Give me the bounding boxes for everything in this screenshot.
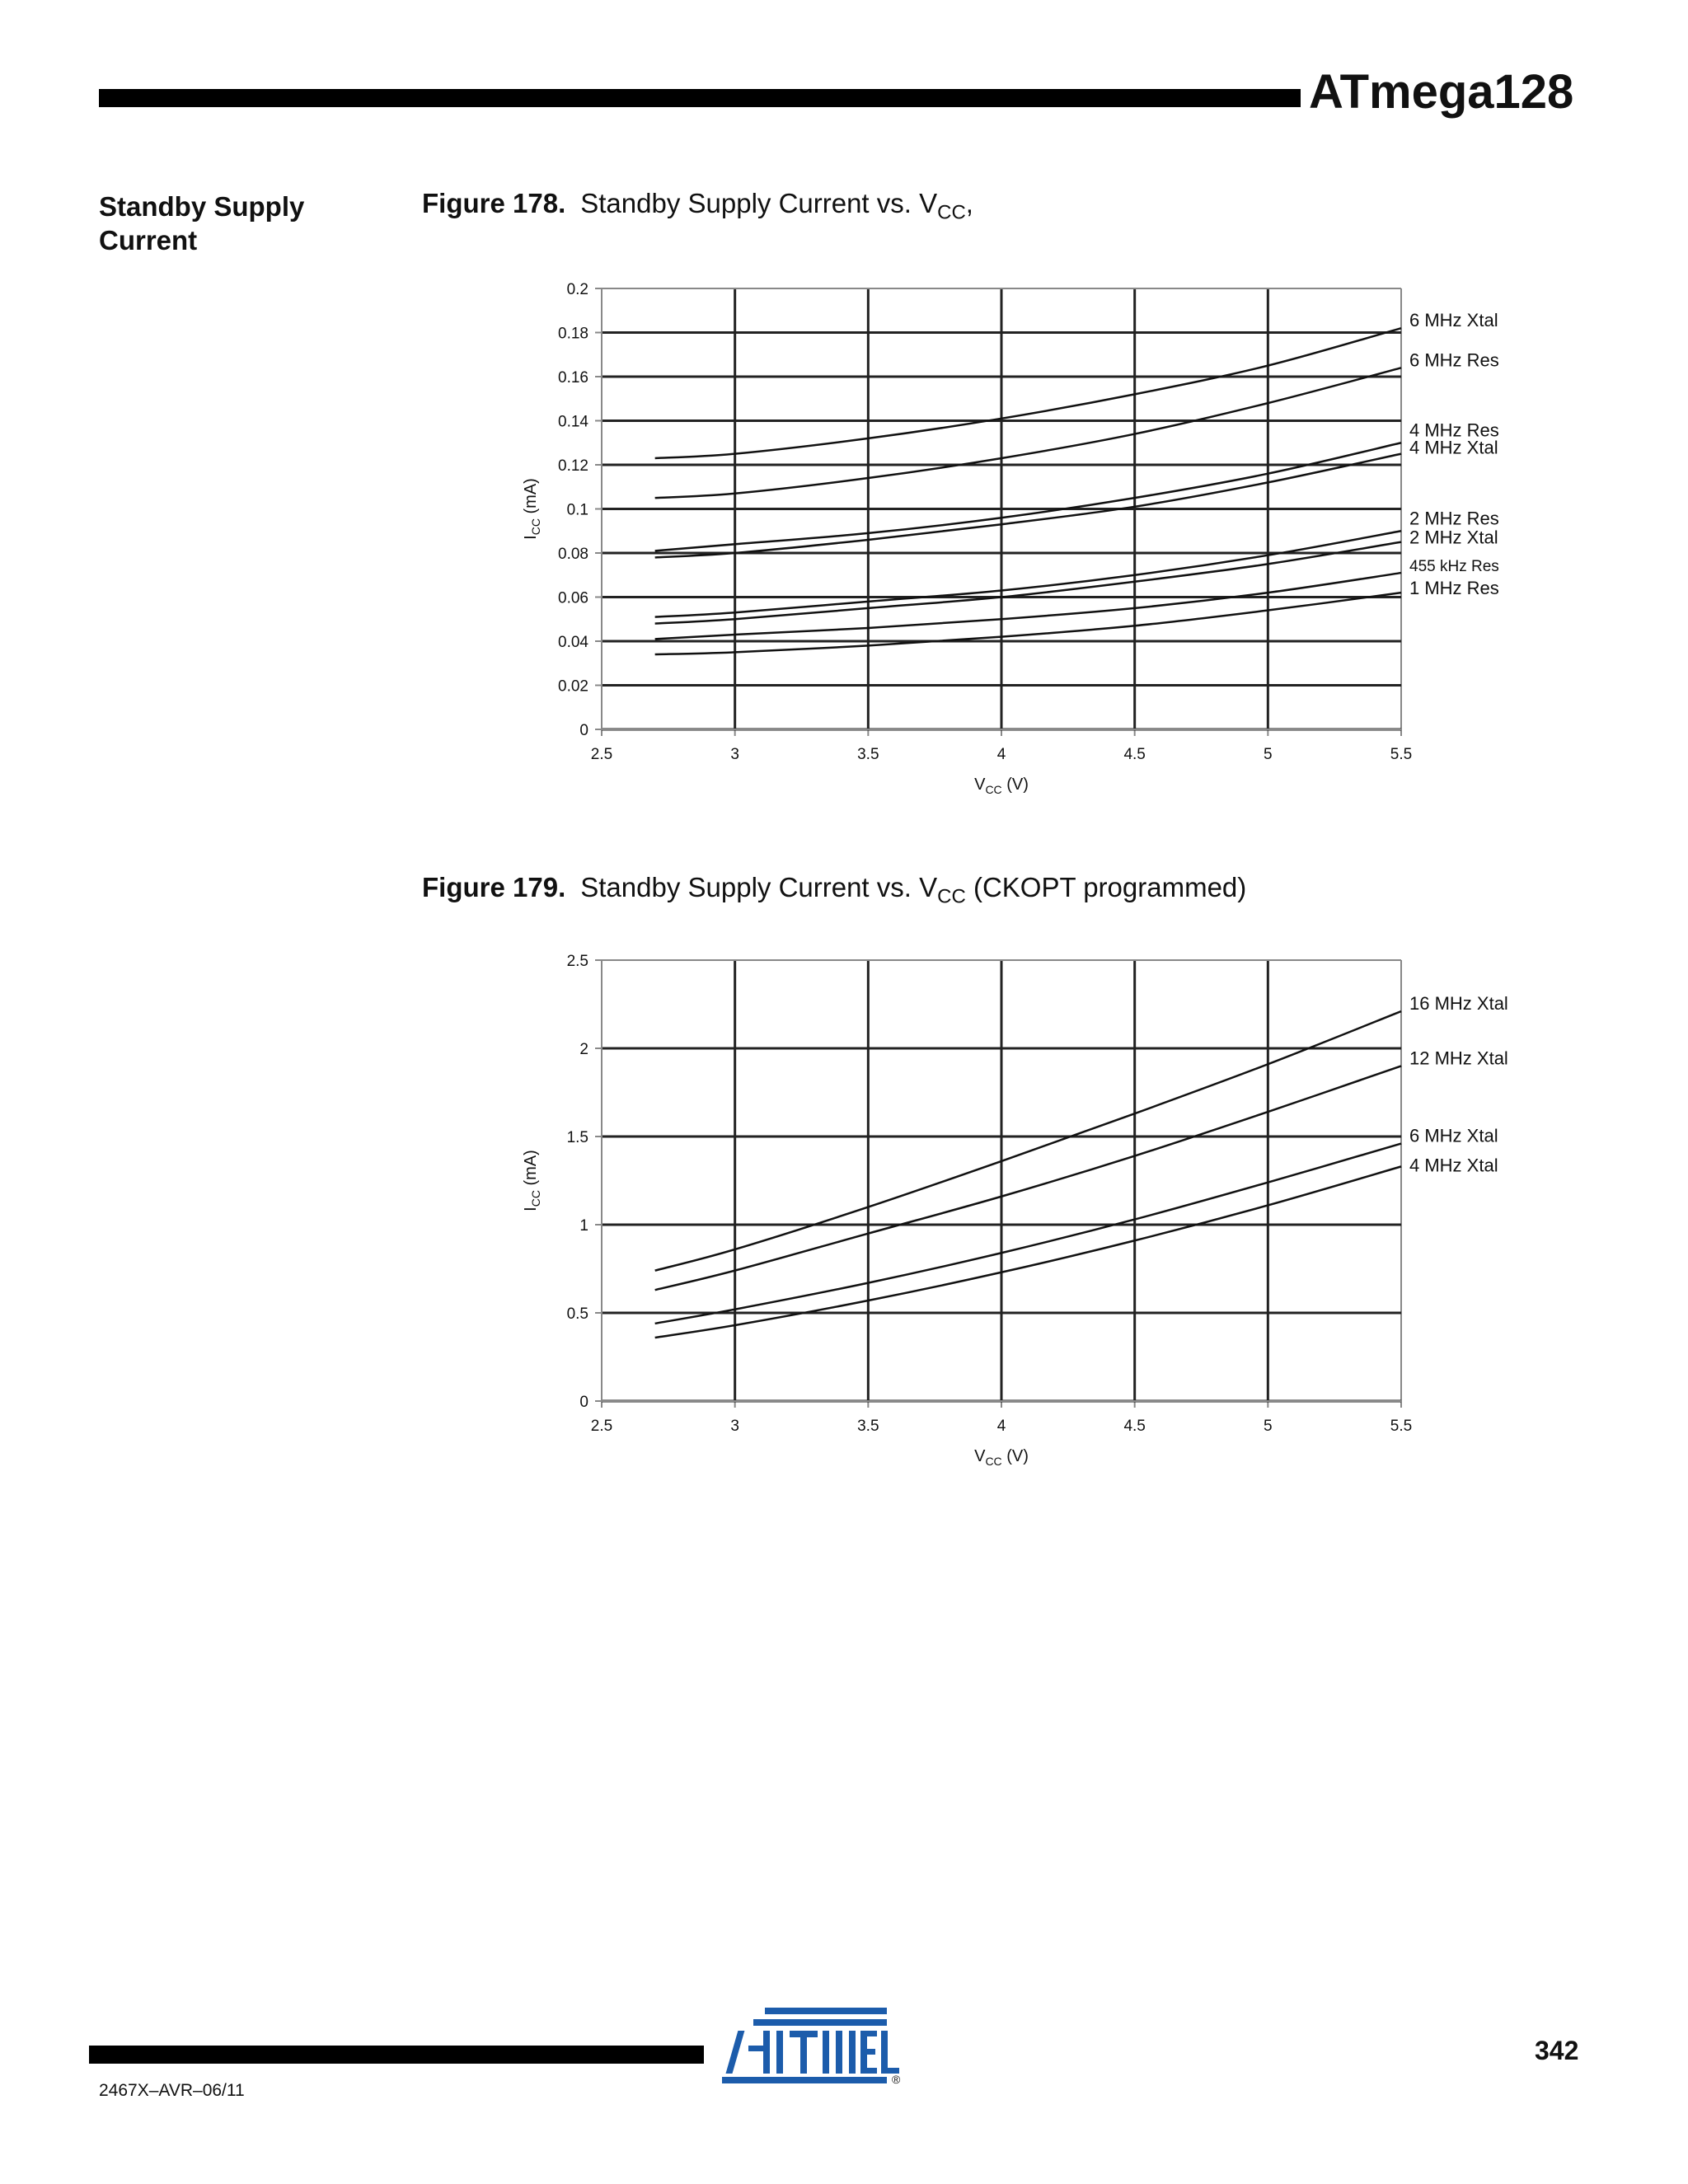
series-label: 4 MHz Xtal [1409,437,1498,458]
figure-179-chart [495,944,1517,1479]
y-tick-label: 0.08 [558,546,588,563]
series-label: 1 MHz Res [1409,578,1499,599]
x-tick-label: 4 [996,746,1006,763]
series-line [655,1144,1401,1324]
y-tick-label: 0.1 [566,501,588,519]
footer-rule [89,2046,704,2064]
series-line [655,573,1401,639]
series-label: 4 MHz Res [1409,419,1499,441]
y-axis-title: $I_{CC}$ (mA) [522,478,542,540]
figure-178-caption [422,188,973,225]
x-tick-label: 5.5 [1390,746,1413,763]
y-tick-label: 0.2 [566,281,588,298]
y-tick-label: 2 [579,1041,588,1058]
series-label: 4 MHz Xtal [1409,1155,1498,1176]
x-tick-label: 2.5 [590,746,613,763]
series-line [655,1011,1401,1271]
caption-tail: (CKOPT programmed) [965,872,1247,902]
y-tick-label: 0.14 [558,413,588,431]
caption-subscript: CC [937,885,966,908]
series-label: 6 MHz Xtal [1409,310,1498,331]
figure-178-chart [495,272,1517,808]
caption-text: Standby Supply Current vs. V [580,872,938,902]
y-tick-label: 0.18 [558,325,588,343]
atmel-logo-mark [722,2008,899,2083]
caption-text: Standby Supply Current vs. V [580,188,938,218]
page-number: 342 [1535,2036,1579,2065]
y-tick-label: 1.5 [566,1129,588,1146]
series-line [655,328,1401,458]
x-tick-label: 2.5 [590,1418,613,1435]
section-title: Standby Supply Current [99,191,305,255]
y-axis-title: $I_{CC}$ (mA) [522,1150,542,1212]
x-tick-label: 5 [1264,746,1273,763]
series-line [655,1066,1401,1290]
x-tick-label: 4 [996,1418,1006,1435]
registered-mark: ® [892,2073,901,2085]
document-code: 2467X–AVR–06/11 [99,2081,245,2100]
x-axis-title: $V_{CC}$ (V) [974,776,1029,796]
x-tick-label: 3.5 [857,746,879,763]
y-tick-label: 2.5 [566,953,588,970]
x-tick-label: 3 [730,1418,739,1435]
series-label: 2 MHz Xtal [1409,527,1498,548]
header-rule [99,89,1301,107]
y-tick-label: 0.02 [558,677,588,696]
y-tick-label: 0.04 [558,634,588,651]
x-tick-label: 5 [1264,1418,1273,1435]
series-label: 6 MHz Xtal [1409,1125,1498,1146]
figure-number: Figure 179. [422,872,566,902]
x-tick-label: 4.5 [1123,746,1146,763]
series-line [655,443,1401,551]
x-tick-label: 3.5 [857,1418,879,1435]
x-tick-label: 4.5 [1123,1418,1146,1435]
caption-subscript: CC [937,201,966,224]
figure-179-caption [422,872,1246,909]
series-label: 12 MHz Xtal [1409,1047,1508,1069]
y-tick-label: 0.12 [558,457,588,475]
x-axis-title: $V_{CC}$ (V) [974,1447,1029,1468]
y-tick-label: 0.16 [558,369,588,387]
y-tick-label: 0 [579,1394,588,1411]
series-label: 2 MHz Res [1409,508,1499,529]
series-label: 16 MHz Xtal [1409,993,1508,1015]
y-tick-label: 0.06 [558,589,588,607]
series-line [655,593,1401,654]
series-label: 6 MHz Res [1409,349,1499,371]
figure-number: Figure 178. [422,188,566,218]
y-tick-label: 0 [579,722,588,739]
x-tick-label: 3 [730,746,739,763]
y-tick-label: 1 [579,1217,588,1235]
series-line [655,531,1401,616]
x-tick-label: 5.5 [1390,1418,1413,1435]
y-tick-label: 0.5 [566,1305,588,1323]
page-header-title: ATmega128 [1309,65,1574,119]
caption-tail: , [965,188,973,218]
series-label: 455 kHz Res [1409,558,1499,576]
atmel-logo [722,2006,905,2085]
